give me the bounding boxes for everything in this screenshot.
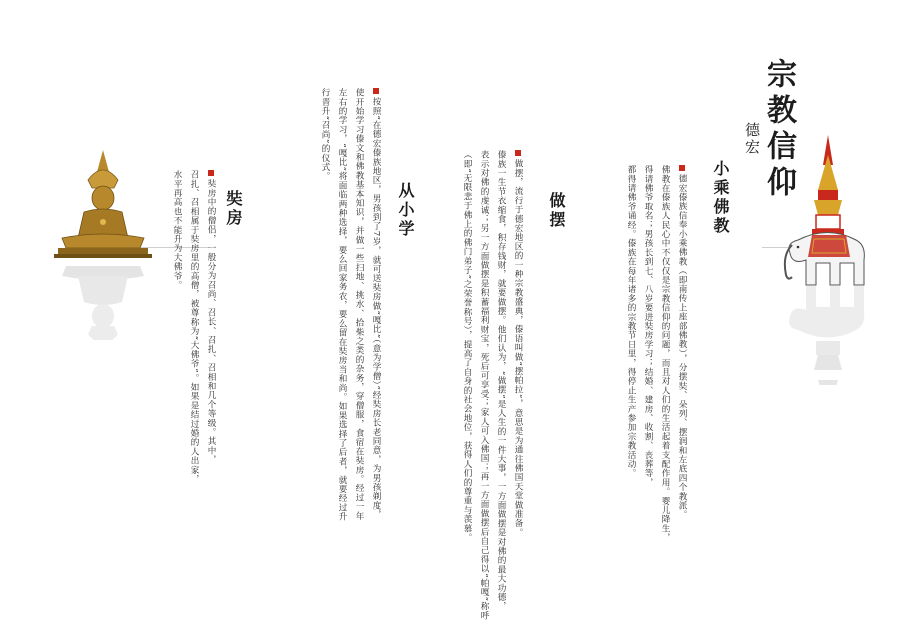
section-heading-theravada: 小乘佛教 [711,160,730,236]
section-body-zuobai [458,150,526,620]
text-line: 按照“在德宏傣族地区，男孩到了7岁，就可送奘房做“嘎比”（意为学僧）”经奘房长老同意，为男孩剃度， [371,97,381,520]
text-line: 使开始学习傣文和佛教基本知识，并做一些扫地、挑水、拾柴之类的杂务，穿僧服，食宿在奘房。经过一年 [354,88,364,521]
text-line: 做摆，流行于德宏地区的一种宗教盛典，傣语叫做“摆帕拉”，意思是为通往佛国天堂做准备。 [513,159,523,537]
text-line: 行晋升“召尚”的仪式。 [320,88,330,181]
text-line: 左右的学习，“嘎比”将面临两种选择，要么回家务农，要么留在奘房当和尚。如果选择了后者，就要经过升 [337,88,347,522]
section-marker [208,170,214,176]
section-body-congxiaoxue [316,88,384,521]
golden-buddha-statue-icon [48,150,158,340]
text-line: 奘房中的僧侣，一般分为召尚、召长、召扎、召相和几个等级。其中， [206,179,216,465]
section-marker [373,88,379,94]
section-marker [679,165,685,171]
text-line: 佛教在傣族人民心中不仅仅是宗教信仰的问题，而且对人们的生活起着支配作用。婴儿降生， [660,165,670,543]
text-line: 水平再高也不能升为大佛爷。 [172,170,182,290]
text-line: 傣族一生节衣缩食，积存钱财，就要做摆。他们认为，“做摆”是人生的一件大事，一方面做摆是对佛的最大功德， [496,150,506,611]
section-heading-zangfang: 奘房 [224,190,243,228]
text-line: 表示对佛的虔诚；另一方面做摆是积蓄福利财宝，死后可享受；家人可入佛国；再一方面做摆后自己得以“帕嘎”称呼 [479,150,489,620]
page-title: 宗教信仰 [761,58,796,202]
text-line: 得请佛爷取名；男孩长到七、八岁要进奘房学习；结婚、建房、收割、丧葬等， [643,165,653,487]
section-body-zangfang [168,170,219,484]
text-line: 德宏傣族信奉小乘佛教（即南传上座部佛教），分摆奘、朵列、摆润和左底四个教派。 [677,174,687,520]
text-line: 都得请佛爷诵经。傣族在每年诸多的宗教节日里，得停止生产参加宗教活动。 [626,165,636,478]
page-subtitle: 德宏 [743,122,761,156]
section-heading-zuobai: 做摆 [547,192,566,230]
white-elephant-pagoda-icon [778,135,878,385]
section-heading-congxiaoxue: 从小学 [396,182,415,239]
section-marker [515,150,521,156]
text-line: 召扎、召相属于奘房里的高僧，被尊称为“大佛爷”。如果是结过婚的人出家， [189,170,199,484]
text-line: （即“无限悲于佛上的佛门弟子”之荣誉称号），提高了自身的社会地位，获得人们的尊重与羡慕。 [462,150,472,543]
section-body-theravada [622,165,690,542]
